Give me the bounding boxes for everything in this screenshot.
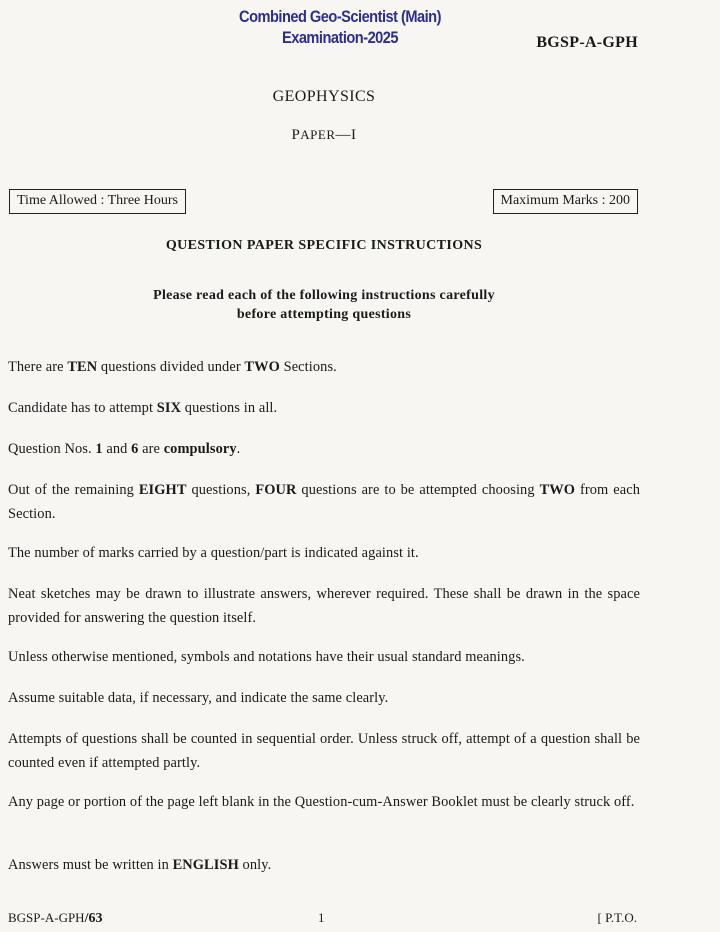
paper-code: BGSP-A-GPH [536, 34, 638, 51]
instruction-4-text-g: from each Section. [8, 482, 640, 522]
maximum-marks-box: Maximum Marks : 200 [493, 189, 639, 214]
paper-initial: P [291, 127, 301, 143]
instruction-3-bold-compulsory: compulsory [163, 441, 237, 457]
exam-title-line1: Combined Geo-Scientist (Main) [239, 7, 441, 26]
exam-title-line2: Examination-2025 [281, 28, 399, 47]
page-number: 1 [318, 910, 325, 925]
time-allowed-box: Time Allowed : Three Hours [9, 189, 186, 214]
instruction-6: Neat sketches may be drawn to illustrate answers, wherever required. These shall be drawn in the space provided for answering the question itself. [8, 586, 640, 626]
instruction-4-text-c: questions, [186, 482, 256, 498]
instruction-1-text-c: questions divided under [97, 359, 245, 375]
instruction-3-text-a: Question Nos. [8, 441, 96, 457]
read-instructions-line1: Please read each of the following instructions carefully [153, 288, 495, 303]
instruction-4 [8, 478, 640, 526]
instruction-7: Unless otherwise mentioned, symbols and notations have their usual standard meanings. [8, 649, 525, 665]
read-instructions-note [0, 286, 648, 324]
instruction-3-text-e: are [138, 441, 164, 457]
instruction-4-text-a: Out of the remaining [8, 482, 139, 498]
instruction-1-bold-two: TWO [244, 359, 280, 375]
instruction-3 [8, 437, 640, 461]
instruction-11-text-a: Answers must be written in [8, 857, 173, 873]
instruction-10: Any page or portion of the page left blank in the Question-cum-Answer Booklet must be clearly struck off. [8, 794, 635, 810]
instruction-2-text-c: questions in all. [181, 400, 278, 416]
footer-paper-code [8, 910, 102, 927]
instruction-1 [8, 355, 640, 379]
instruction-8: Assume suitable data, if necessary, and indicate the same clearly. [8, 690, 389, 706]
instruction-4-bold-eight: EIGHT [138, 482, 187, 498]
instruction-11-bold-english: ENGLISH [172, 857, 239, 873]
paper-suffix: —I [335, 127, 357, 143]
instruction-3-text-g: . [236, 441, 241, 457]
footer-code-suffix: /63 [84, 911, 103, 926]
footer-code-text: BGSP-A-GPH [8, 910, 85, 925]
instruction-1-text-e: Sections. [279, 359, 337, 375]
instruction-2 [8, 396, 640, 420]
pto-label: [ P.T.O. [597, 910, 637, 925]
instruction-3-bold-1: 1 [95, 441, 103, 457]
instruction-4-bold-four: FOUR [255, 482, 297, 498]
instruction-9: Attempts of questions shall be counted in sequential order. Unless struck off, attempt of a question shall be counted even if attempted partly. [8, 731, 640, 771]
instructions-heading: QUESTION PAPER SPECIFIC INSTRUCTIONS [165, 238, 483, 253]
instruction-11-text-c: only. [238, 857, 272, 873]
instruction-1-bold-ten: TEN [67, 359, 98, 375]
paper-rest: APER [300, 127, 336, 142]
instruction-11 [8, 853, 640, 877]
instruction-4-bold-two: TWO [539, 482, 576, 498]
instruction-1-text-a: There are [8, 359, 68, 375]
instruction-4-text-e: questions are to be attempted choosing [296, 482, 540, 498]
instruction-3-bold-6: 6 [131, 441, 139, 457]
paper-number [0, 127, 648, 144]
instruction-5: The number of marks carried by a question/part is indicated against it. [8, 545, 419, 561]
instruction-3-text-c: and [102, 441, 132, 457]
subject-title: GEOPHYSICS [272, 88, 376, 105]
instruction-2-bold-six: SIX [156, 400, 182, 416]
instruction-2-text-a: Candidate has to attempt [8, 400, 157, 416]
read-instructions-line2: before attempting questions [236, 307, 412, 322]
